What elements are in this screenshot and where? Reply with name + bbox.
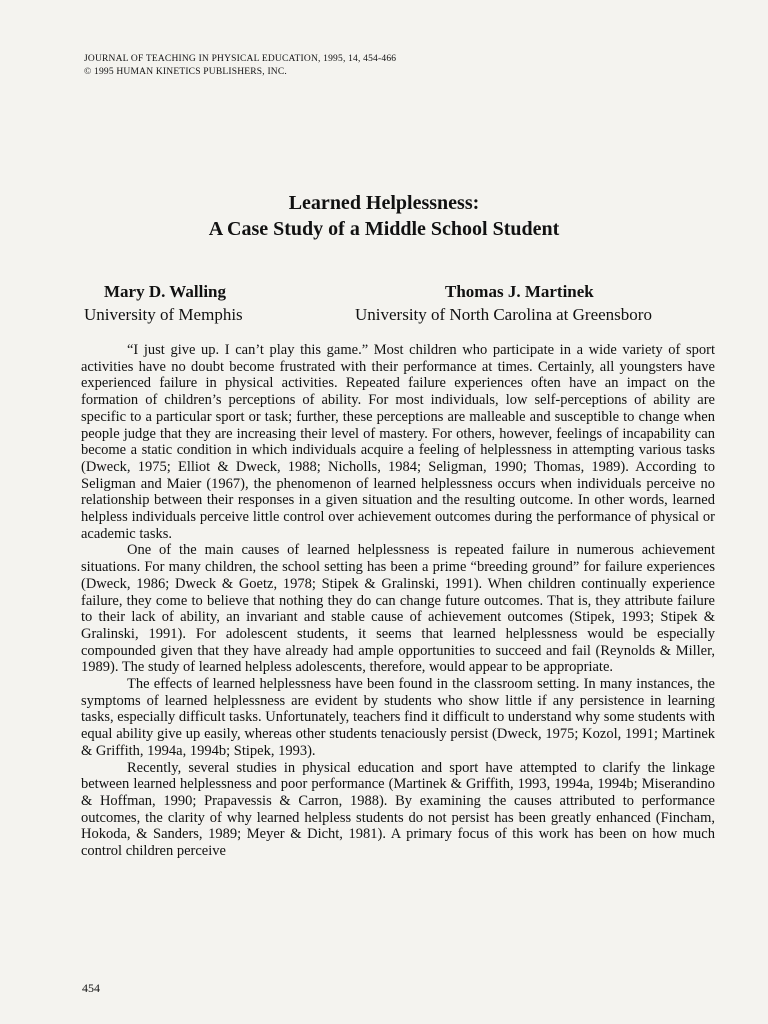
title-line-2: A Case Study of a Middle School Student — [208, 218, 560, 240]
journal-header — [84, 53, 396, 79]
title-line-1: Learned Helplessness: — [288, 192, 480, 214]
article-body — [81, 342, 715, 860]
author-block-1 — [84, 280, 334, 326]
author-name: Thomas J. Martinek — [445, 282, 594, 301]
article-title — [0, 190, 768, 242]
author-affiliation: University of North Carolina at Greensboro — [355, 305, 652, 324]
copyright-notice: © 1995 HUMAN KINETICS PUBLISHERS, INC. — [84, 67, 287, 77]
body-paragraph: One of the main causes of learned helplessness is repeated failure in numerous achievement situations. For many children, the school setting has been a prime “breeding ground” for failure experiences (Dweck, 1986; Dweck & Goetz, 1978; Stipek & Gralinski, 1991). When children continually experience failure, they come to believe that nothing they do can change future outcomes. That is, they attribute failure to their lack of ability, an invariant and stable cause of achievement outcomes (Stipek, 1993; Stipek & Gralinski, 1991). For adolescent students, it seems that learned helplessness would be especially compounded given that they have already had ample opportunities to succeed and fail (Reynolds & Miller, 1989). The study of learned helpless adolescents, therefore, would appear to be appropriate. — [81, 542, 715, 676]
page-number: 454 — [82, 981, 100, 995]
body-paragraph: The effects of learned helplessness have been found in the classroom setting. In many instances, the symptoms of learned helplessness are evident by students who show little if any persistence in learning tasks, especially difficult tasks. Unfortunately, teachers find it difficult to understand why some students with equal ability give up easily, whereas other students tenaciously persist (Dweck, 1975; Kozol, 1991; Martinek & Griffith, 1994a, 1994b; Stipek, 1993). — [81, 676, 715, 759]
author-name: Mary D. Walling — [104, 282, 226, 301]
author-block-2 — [355, 280, 725, 326]
journal-citation: JOURNAL OF TEACHING IN PHYSICAL EDUCATION, 1995, 14, 454-466 — [84, 54, 397, 64]
author-affiliation: University of Memphis — [84, 305, 243, 324]
body-paragraph: “I just give up. I can’t play this game.” Most children who participate in a wide variety of sport activities have no doubt become frustrated with their performance at times. Certainly, all youngsters have experienced failure in physical activities. Repeated failure experiences often have an impact on the formation of children’s perceptions of ability. For most individuals, low self-perceptions of ability are specific to a particular sport or task; further, these perceptions are malleable and susceptible to change when people judge that they are increasing their level of mastery. For others, however, feelings of incapability can become a static condition in which individuals acquire a feeling of helplessness in attempting various tasks (Dweck, 1975; Elliot & Dweck, 1988; Nicholls, 1984; Seligman, 1990; Thomas, 1989). According to Seligman and Maier (1967), the phenomenon of learned helplessness occurs when individuals perceive no relationship between their responses in a given situation and the resulting outcome. In other words, learned helpless individuals perceive little control over achievement outcomes during the performance of physical or academic tasks. — [81, 342, 715, 542]
body-paragraph: Recently, several studies in physical education and sport have attempted to clarify the linkage between learned helplessness and poor performance (Martinek & Griffith, 1993, 1994a, 1994b; Miserandino & Hoffman, 1990; Prapavessis & Carron, 1988). By examining the causes attributed to performance outcomes, the clarity of why learned helpless students do not persist has been greatly enhanced (Fincham, Hokoda, & Sanders, 1989; Meyer & Dicht, 1981). A primary focus of this work has been on how much control children perceive — [81, 759, 715, 860]
